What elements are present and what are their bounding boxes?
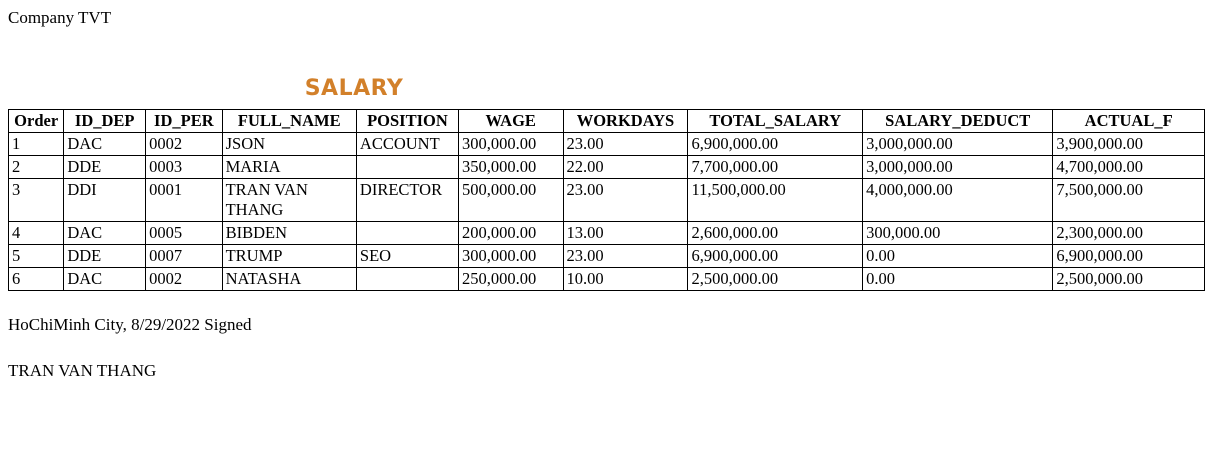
column-header-workdays: WORKDAYS (563, 110, 688, 133)
company-name: Company TVT (8, 8, 112, 27)
column-header-full-name: FULL_NAME (222, 110, 356, 133)
signed-location-date: HoChiMinh City, 8/29/2022 Signed (8, 315, 252, 334)
cell-salary-deduct: 300,000.00 (863, 222, 1053, 245)
cell-total-salary: 7,700,000.00 (688, 156, 863, 179)
column-header-position: POSITION (356, 110, 458, 133)
cell-full-name: BIBDEN (222, 222, 356, 245)
cell-id-per: 0003 (146, 156, 223, 179)
cell-full-name: MARIA (222, 156, 356, 179)
table-row (9, 179, 1205, 222)
cell-order: 3 (9, 179, 64, 222)
cell-salary-deduct: 3,000,000.00 (863, 156, 1053, 179)
cell-order: 1 (9, 133, 64, 156)
column-header-id-dep: ID_DEP (64, 110, 146, 133)
cell-id-per: 0007 (146, 245, 223, 268)
cell-workdays: 10.00 (563, 268, 688, 291)
cell-workdays: 13.00 (563, 222, 688, 245)
cell-wage: 300,000.00 (458, 245, 563, 268)
cell-full-name: NATASHA (222, 268, 356, 291)
cell-full-name: TRAN VAN THANG (222, 179, 356, 222)
cell-actual: 4,700,000.00 (1053, 156, 1205, 179)
column-header-actual: ACTUAL_F (1053, 110, 1205, 133)
cell-actual: 2,300,000.00 (1053, 222, 1205, 245)
cell-id-per: 0002 (146, 268, 223, 291)
cell-total-salary: 11,500,000.00 (688, 179, 863, 222)
cell-salary-deduct: 0.00 (863, 245, 1053, 268)
cell-order: 5 (9, 245, 64, 268)
cell-id-dep: DDE (64, 156, 146, 179)
page-title: SALARY (304, 76, 404, 101)
column-header-order: Order (9, 110, 64, 133)
report-title-container (4, 76, 704, 101)
table-header-row (9, 110, 1205, 133)
salary-table (8, 109, 1205, 291)
table-row (9, 156, 1205, 179)
cell-actual: 3,900,000.00 (1053, 133, 1205, 156)
cell-position (356, 222, 458, 245)
cell-wage: 350,000.00 (458, 156, 563, 179)
cell-total-salary: 2,500,000.00 (688, 268, 863, 291)
table-row (9, 133, 1205, 156)
column-header-wage: WAGE (458, 110, 563, 133)
cell-position: ACCOUNT (356, 133, 458, 156)
cell-salary-deduct: 4,000,000.00 (863, 179, 1053, 222)
cell-wage: 500,000.00 (458, 179, 563, 222)
cell-id-dep: DAC (64, 268, 146, 291)
cell-workdays: 22.00 (563, 156, 688, 179)
table-row (9, 245, 1205, 268)
cell-id-per: 0001 (146, 179, 223, 222)
cell-total-salary: 2,600,000.00 (688, 222, 863, 245)
cell-wage: 300,000.00 (458, 133, 563, 156)
cell-total-salary: 6,900,000.00 (688, 245, 863, 268)
cell-workdays: 23.00 (563, 179, 688, 222)
cell-actual: 2,500,000.00 (1053, 268, 1205, 291)
cell-total-salary: 6,900,000.00 (688, 133, 863, 156)
cell-position: DIRECTOR (356, 179, 458, 222)
cell-id-dep: DDE (64, 245, 146, 268)
column-header-id-per: ID_PER (146, 110, 223, 133)
cell-actual: 6,900,000.00 (1053, 245, 1205, 268)
cell-position: SEO (356, 245, 458, 268)
cell-id-dep: DAC (64, 133, 146, 156)
cell-id-per: 0005 (146, 222, 223, 245)
cell-full-name: TRUMP (222, 245, 356, 268)
cell-order: 2 (9, 156, 64, 179)
cell-wage: 200,000.00 (458, 222, 563, 245)
signer-name: TRAN VAN THANG (8, 361, 157, 380)
cell-order: 4 (9, 222, 64, 245)
report-footer (8, 315, 1205, 381)
cell-salary-deduct: 3,000,000.00 (863, 133, 1053, 156)
cell-position (356, 268, 458, 291)
cell-wage: 250,000.00 (458, 268, 563, 291)
cell-id-per: 0002 (146, 133, 223, 156)
cell-id-dep: DDI (64, 179, 146, 222)
column-header-salary-deduct: SALARY_DEDUCT (863, 110, 1053, 133)
cell-workdays: 23.00 (563, 133, 688, 156)
cell-salary-deduct: 0.00 (863, 268, 1053, 291)
cell-workdays: 23.00 (563, 245, 688, 268)
cell-full-name: JSON (222, 133, 356, 156)
cell-position (356, 156, 458, 179)
column-header-total-salary: TOTAL_SALARY (688, 110, 863, 133)
cell-order: 6 (9, 268, 64, 291)
table-row (9, 222, 1205, 245)
cell-actual: 7,500,000.00 (1053, 179, 1205, 222)
table-row (9, 268, 1205, 291)
cell-id-dep: DAC (64, 222, 146, 245)
